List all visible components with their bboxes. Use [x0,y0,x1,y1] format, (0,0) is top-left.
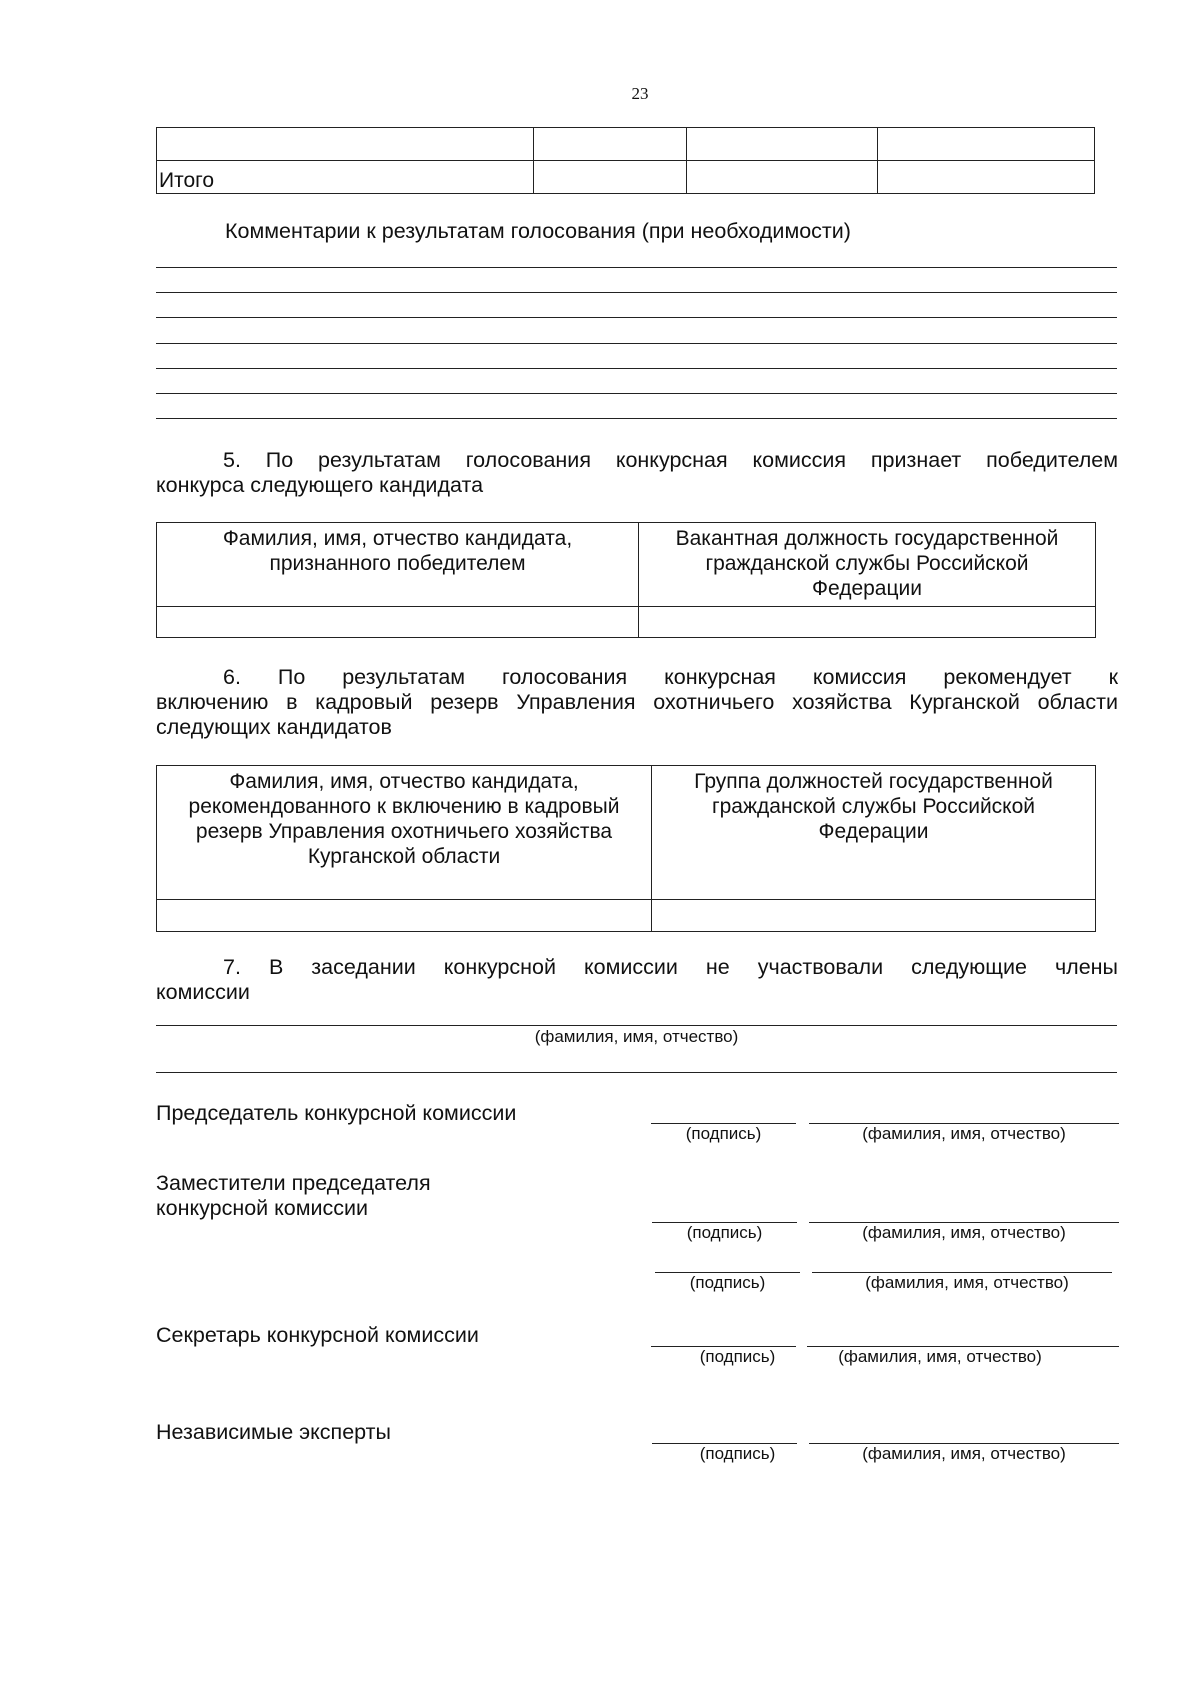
table-cell [878,128,1095,161]
winner-name-header: Фамилия, имя, отчество кандидата, признанного победителем [157,523,639,607]
vacant-position-header: Вакантная должность государственной гражданской службы Российской Федерации [639,523,1096,607]
signature-caption: (подпись) [699,1444,776,1463]
table-header-row [157,523,1096,607]
absent-members-caption: (фамилия, имя, отчество) [534,1027,739,1046]
name-caption: (фамилия, имя, отчество) [862,1124,1066,1143]
deputies-label-line1: Заместители председателя [156,1171,431,1195]
table-cell [157,900,652,932]
secretary-label: Секретарь конкурсной комиссии [156,1323,479,1347]
name-caption: (фамилия, имя, отчество) [865,1273,1069,1292]
winner-table [156,522,1096,638]
section6-line1: 6. По результатам голосования конкурсная комиссия рекомендует к [223,665,1118,689]
table-cell [639,607,1096,638]
comment-line [156,292,1117,293]
name-caption: (фамилия, имя, отчество) [862,1444,1066,1463]
section7-line1: 7. В заседании конкурсной комиссии не участвовали следующие члены [223,955,1118,979]
section5-line2: конкурса следующего кандидата [156,473,484,497]
comment-line [156,317,1117,318]
comment-line [156,267,1117,268]
comments-heading: Комментарии к результатам голосования (при необходимости) [225,219,851,243]
table-header-row [157,766,1096,900]
name-caption: (фамилия, имя, отчество) [838,1347,1042,1366]
table-cell [878,161,1095,194]
absent-members-line [156,1025,1117,1026]
name-caption: (фамилия, имя, отчество) [862,1223,1066,1242]
page-number: 23 [631,84,649,103]
signature-caption: (подпись) [685,1124,762,1143]
voting-results-table [156,127,1095,194]
comment-line [156,393,1117,394]
comment-line [156,368,1117,369]
table-cell [157,607,639,638]
total-label: Итого [157,161,534,194]
table-cell [687,161,878,194]
table-row [157,128,1095,161]
experts-label: Независимые эксперты [156,1420,391,1444]
reserve-name-header: Фамилия, имя, отчество кандидата, рекомендованного к включению в кадровый резерв Управления охотничьего хозяйства Курганской области [157,766,652,900]
absent-members-line [156,1072,1117,1073]
signature-caption: (подпись) [686,1223,763,1242]
section5-line1: 5. По результатам голосования конкурсная комиссия признает победителем [223,448,1118,472]
table-row [157,607,1096,638]
table-cell [652,900,1096,932]
signature-caption: (подпись) [689,1273,766,1292]
table-cell [534,128,687,161]
position-group-header: Группа должностей государственной гражданской службы Российской Федерации [652,766,1096,900]
reserve-table [156,765,1096,932]
table-cell [687,128,878,161]
table-row [157,900,1096,932]
section6-line3: следующих кандидатов [156,715,392,739]
signature-caption: (подпись) [699,1347,776,1366]
deputies-label-line2: конкурсной комиссии [156,1196,369,1220]
section6-line2: включению в кадровый резерв Управления охотничьего хозяйства Курганской области [156,690,1118,714]
table-row-total [157,161,1095,194]
chairman-label: Председатель конкурсной комиссии [156,1101,517,1125]
comment-line [156,418,1117,419]
comment-line [156,343,1117,344]
section7-line2: комиссии [156,980,250,1004]
table-cell [157,128,534,161]
table-cell [534,161,687,194]
